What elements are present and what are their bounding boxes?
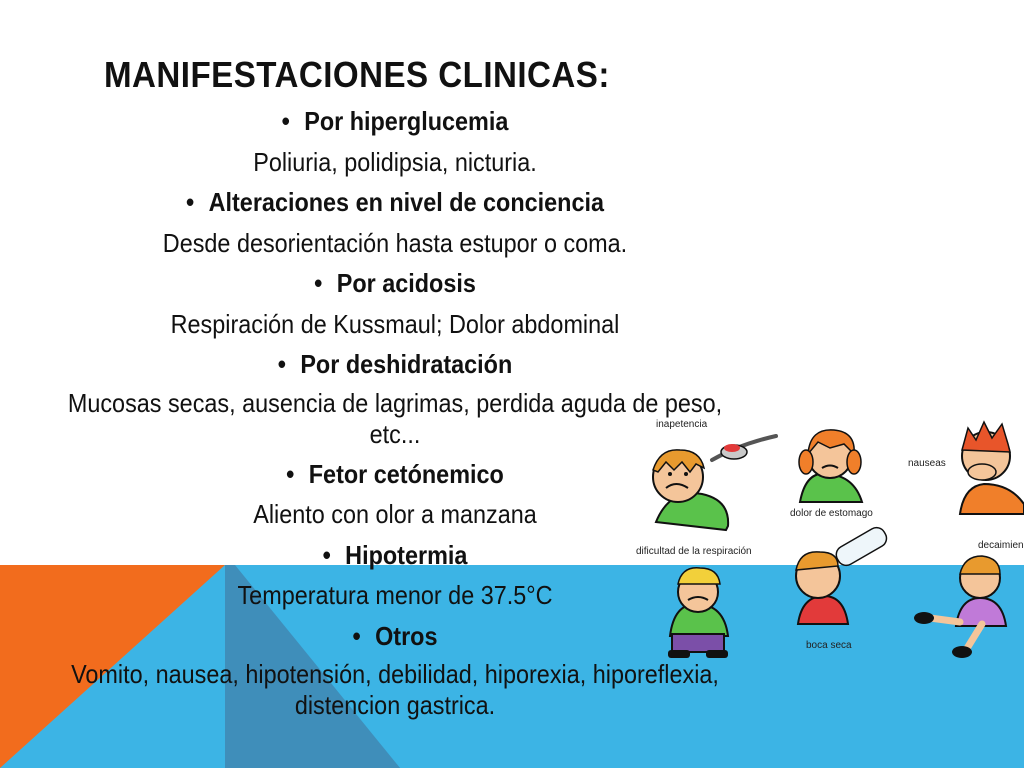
nauseas-figure bbox=[908, 422, 1024, 551]
desc-hiperglucemia: Poliuria, polidipsia, nicturia. bbox=[253, 146, 537, 177]
eye bbox=[668, 472, 672, 476]
inapetencia-figure bbox=[653, 419, 776, 530]
boca-seca-figure bbox=[796, 524, 890, 651]
heading-acidosis bbox=[40, 263, 751, 304]
heading-hiperglucemia bbox=[40, 101, 751, 142]
bullet: • bbox=[186, 187, 195, 217]
hand-over-mouth bbox=[968, 464, 996, 480]
caption-boca: boca seca bbox=[806, 640, 852, 651]
shoe bbox=[668, 650, 690, 658]
desc-hipotermia: Temperatura menor de 37.5°C bbox=[237, 580, 553, 610]
caption-dolor: dolor de estomago bbox=[790, 508, 873, 519]
heading-text: Por acidosis bbox=[336, 268, 476, 298]
orange-shirt bbox=[960, 484, 1024, 514]
heading-text: Otros bbox=[375, 620, 438, 651]
heading-deshidratacion bbox=[40, 344, 751, 385]
bullet: • bbox=[281, 106, 290, 136]
eye bbox=[684, 472, 688, 476]
dificultad-respiracion-figure bbox=[636, 546, 752, 658]
desc-fetor: Aliento con olor a manzana bbox=[253, 499, 537, 529]
bullet: • bbox=[352, 620, 361, 651]
shoe bbox=[706, 650, 728, 658]
bullet: • bbox=[277, 349, 286, 379]
bullet: • bbox=[322, 539, 331, 570]
pigtail bbox=[847, 450, 861, 474]
desc-deshidratacion: Mucosas secas, ausencia de lagrimas, perdida aguda de peso, etc... bbox=[67, 387, 723, 449]
heading-text: Por hiperglucemia bbox=[304, 106, 509, 136]
cap bbox=[678, 568, 720, 584]
caption-decaimiento: decaimien bbox=[978, 540, 1024, 551]
slide-title: MANIFESTACIONES CLINICAS: bbox=[104, 54, 610, 95]
spiky-hair bbox=[962, 422, 1010, 452]
decaimiento-figure bbox=[914, 556, 1006, 658]
heading-text: Por deshidratación bbox=[300, 349, 513, 379]
heading-text: Hipotermia bbox=[345, 539, 468, 570]
bullet: • bbox=[286, 458, 295, 489]
water-bottle bbox=[833, 524, 890, 568]
bullet: • bbox=[314, 268, 323, 298]
leg bbox=[930, 618, 960, 622]
hair bbox=[796, 552, 838, 570]
food bbox=[724, 444, 740, 452]
hair bbox=[960, 556, 1000, 574]
shoe bbox=[952, 646, 972, 658]
heading-text: Alteraciones en nivel de conciencia bbox=[208, 187, 604, 217]
leg bbox=[966, 624, 982, 650]
dolor-estomago-figure bbox=[790, 430, 873, 519]
heading-text: Fetor cetónemico bbox=[308, 458, 504, 489]
desc-acidosis: Respiración de Kussmaul; Dolor abdominal bbox=[170, 308, 620, 339]
shoe bbox=[914, 612, 934, 624]
desc-conciencia: Desde desorientación hasta estupor o coma. bbox=[162, 227, 628, 258]
symptoms-illustration bbox=[630, 410, 1024, 665]
red-shirt bbox=[798, 596, 848, 624]
caption-nauseas: nauseas bbox=[908, 458, 946, 469]
caption-inapetencia: inapetencia bbox=[656, 419, 708, 430]
caption-dificultad: dificultad de la respiración bbox=[636, 546, 752, 557]
heading-conciencia bbox=[40, 182, 751, 223]
purple-pants bbox=[672, 634, 724, 652]
desc-otros: Vomito, nausea, hipotensión, debilidad, hiporexia, hiporeflexia, distencion gastrica. bbox=[71, 659, 719, 720]
pigtail bbox=[799, 450, 813, 474]
